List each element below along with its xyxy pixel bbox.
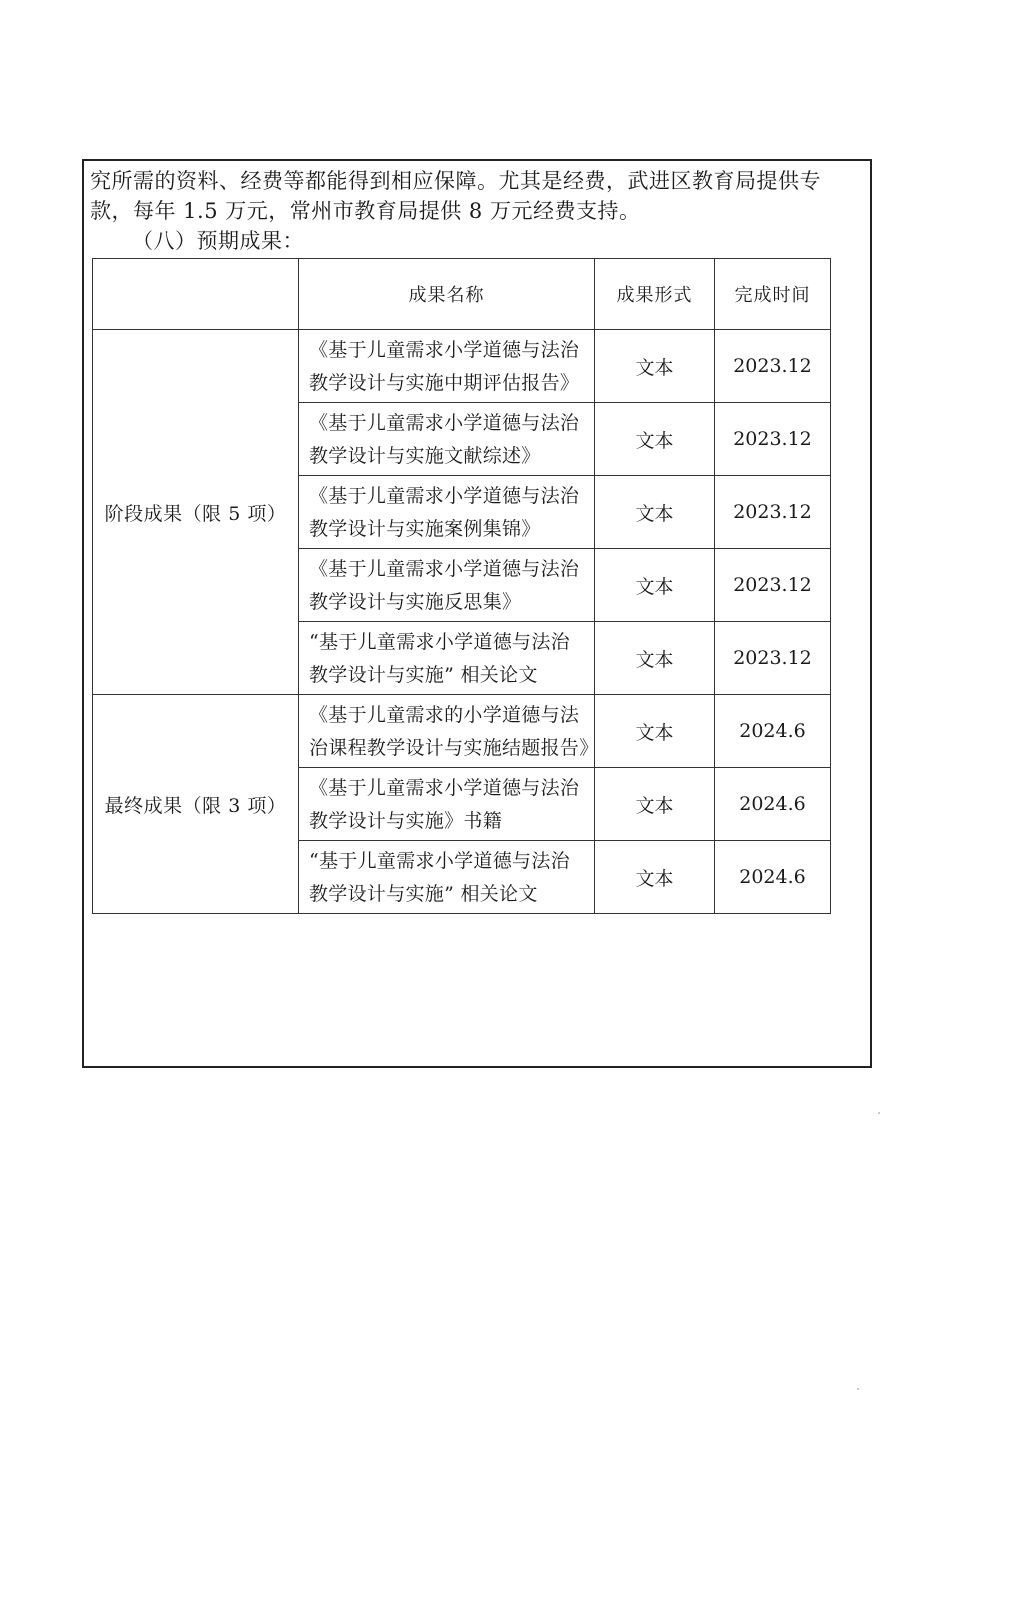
result-name-line: “基于儿童需求小学道德与法治 — [309, 850, 570, 872]
result-name-line: 教学设计与实施” 相关论文 — [309, 883, 538, 905]
scan-speck — [878, 1112, 880, 1114]
result-time: 2023.12 — [715, 549, 831, 622]
group-label-stage: 阶段成果（限 5 项） — [93, 330, 299, 695]
result-form: 文本 — [595, 695, 715, 768]
result-name-line: 《基于儿童需求小学道德与法治 — [309, 485, 580, 507]
group-label-final: 最终成果（限 3 项） — [93, 695, 299, 914]
result-name — [299, 695, 599, 768]
result-name-line: 教学设计与实施” 相关论文 — [309, 664, 538, 686]
table-header-row — [93, 259, 831, 330]
result-name-line: “基于儿童需求小学道德与法治 — [309, 631, 570, 653]
result-name — [299, 768, 595, 841]
result-name — [299, 622, 595, 695]
result-name-line: 治课程教学设计与实施结题报告》 — [309, 737, 599, 759]
section-heading: （八）预期成果： — [132, 229, 304, 253]
result-form: 文本 — [595, 768, 715, 841]
intro-line-2: 款，每年 1.5 万元，常州市教育局提供 8 万元经费支持。 — [90, 199, 641, 223]
result-name-line: 教学设计与实施反思集》 — [309, 591, 522, 613]
result-form: 文本 — [595, 841, 715, 914]
header-group — [93, 259, 299, 330]
result-name — [299, 403, 595, 476]
result-form: 文本 — [595, 476, 715, 549]
scan-speck — [857, 1388, 859, 1390]
result-form: 文本 — [595, 622, 715, 695]
result-time: 2023.12 — [715, 403, 831, 476]
table-row — [93, 330, 831, 403]
result-time: 2023.12 — [715, 476, 831, 549]
result-name-line: 教学设计与实施案例集锦》 — [309, 518, 541, 540]
result-name — [299, 841, 595, 914]
result-time: 2024.6 — [715, 695, 831, 768]
result-form: 文本 — [595, 403, 715, 476]
result-name-line: 教学设计与实施文献综述》 — [309, 445, 541, 467]
result-name — [299, 476, 595, 549]
result-time: 2024.6 — [715, 841, 831, 914]
result-time: 2023.12 — [715, 330, 831, 403]
result-name-line: 《基于儿童需求的小学道德与法 — [309, 704, 580, 726]
result-name-line: 《基于儿童需求小学道德与法治 — [309, 558, 580, 580]
result-name-line: 教学设计与实施中期评估报告》 — [309, 372, 580, 394]
result-name-line: 《基于儿童需求小学道德与法治 — [309, 412, 580, 434]
result-time: 2023.12 — [715, 622, 831, 695]
result-name-line: 教学设计与实施》书籍 — [309, 810, 503, 832]
table-row — [93, 695, 831, 768]
header-name: 成果名称 — [299, 259, 595, 330]
result-name — [299, 330, 595, 403]
result-name — [299, 549, 595, 622]
header-time: 完成时间 — [715, 259, 831, 330]
expected-results-table — [92, 258, 831, 914]
header-form: 成果形式 — [595, 259, 715, 330]
intro-line-1: 究所需的资料、经费等都能得到相应保障。尤其是经费，武进区教育局提供专 — [90, 169, 821, 193]
result-name-line: 《基于儿童需求小学道德与法治 — [309, 339, 580, 361]
result-form: 文本 — [595, 330, 715, 403]
result-time: 2024.6 — [715, 768, 831, 841]
result-form: 文本 — [595, 549, 715, 622]
result-name-line: 《基于儿童需求小学道德与法治 — [309, 777, 580, 799]
